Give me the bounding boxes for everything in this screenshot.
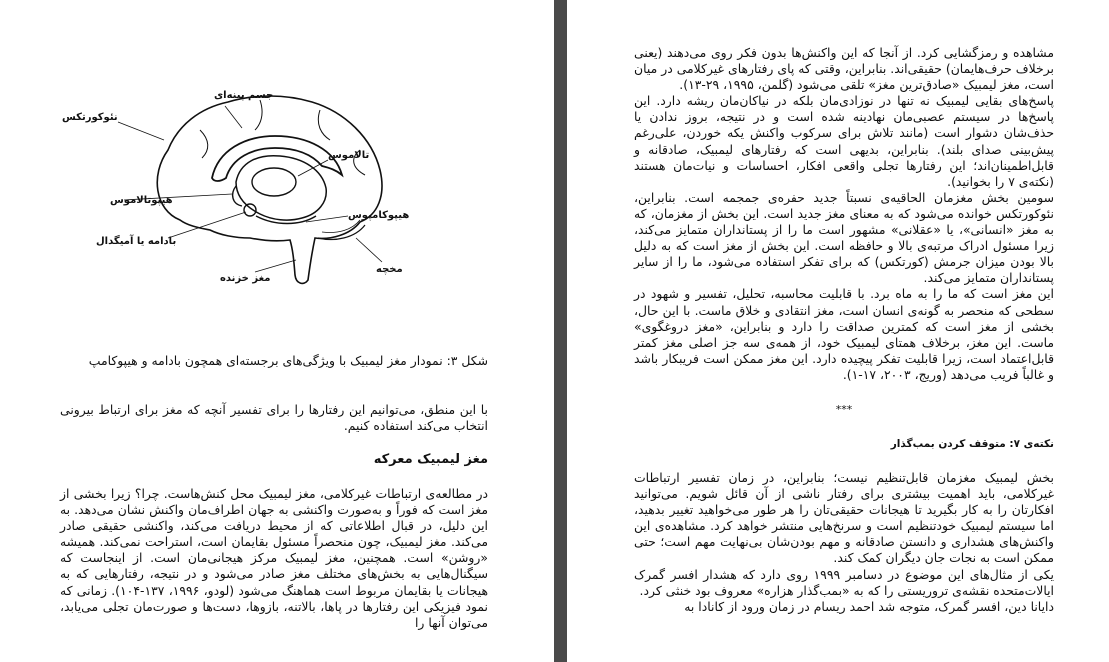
limbic-brain-diagram	[60, 70, 420, 300]
book-gutter	[554, 0, 567, 662]
limbic-ring	[236, 156, 326, 220]
figure-caption: شکل ۳: نمودار مغز لیمبیک با ویژگی‌های برجسته‌ای همچون بادامه و هیپوکامپ	[88, 353, 488, 368]
brain-outline	[157, 96, 382, 283]
label-hippocampus: هیپوکامپوس	[348, 210, 410, 221]
label-neocortex: نئوکورتکس	[62, 112, 118, 123]
tip-heading: نکته‌ی ۷: متوقف کردن بمب‌گذار	[890, 438, 1054, 450]
brain-illustration	[60, 70, 420, 300]
paragraph: سومین بخش مغزمان الحاقیه‌ی نسبتاً جدید حفره‌ی جمجمه است. بنابراین، نئوکورتکس خوانده می‌شود که به معنای مغز جدید است. این بخش از مغزمان، که به مغز «انسانی»، یا «عقلانی» مشهور است ما را از پستانداران متمایز می‌کند، زیرا مسئول ادراک مرتبه‌ی بالا و حافظه است. این بخش از مغز است که به دلیل بالا بودن میزان جرمش (کورتکس) که برای تفکر استفاده می‌شود، ما را از سایر پستانداران متمایز می‌کند.	[634, 189, 1054, 286]
label-hypothalamus: هیپوتالاموس	[110, 195, 173, 206]
intro-paragraph: با این منطق، می‌توانیم این رفتارها را برای تفسیر آنچه که مغز برای ارتباط بیرونی انتخاب می‌کند استفاده کنیم.	[60, 402, 488, 434]
label-cerebellum: مخچه	[376, 264, 403, 275]
section-separator: ***	[835, 403, 853, 416]
section-heading: مغز لیمبیک معرکه	[373, 452, 488, 467]
label-amygdala: بادامه یا آمیگدال	[96, 236, 177, 247]
right-body-first	[634, 45, 1054, 383]
paragraph: این مغز است که ما را به ماه برد. با قابلیت محاسبه، تحلیل، تفسیر و شهود در سطحی که منحصر به گونه‌ی انسان است، مغز انتقادی و خلاق ماست. با این حال، بخشی از مغز است که کمترین صداقت را دارد و بنابراین، «مغز دروغگوی» ماست. این مغز، برخلاف همتای لیمبیک خود، از همه‌ی سه جز اصلی مغز کمتر قابل‌اعتماد است، زیرا قابلیت تفکر پیچیده دارد. این مغز ممکن است فریبکار باشد و غالباً فریب می‌دهد (وریج، ۲۰۰۳، ۱۷-۱).	[634, 286, 1054, 382]
corpus-callosum	[212, 136, 342, 181]
thalamus	[252, 168, 296, 196]
paragraph: دایانا دین، افسر گمرک، متوجه شد احمد ریسام در زمان ورود از کانادا به	[684, 598, 1054, 614]
paragraph: مشاهده و رمزگشایی کرد. از آنجا که این واکنش‌ها بدون فکر روی می‌دهند (یعنی برخلاف حرف‌هایمان) حقیقی‌اند. بنابراین، وقتی که پای رفتارهای غیرکلامی در میان است، مغز لیمبیک «صادق‌ترین مغز» تلقی می‌شود (گلمن، ۱۹۹۵، ۲۹-۱۳).	[634, 45, 1054, 93]
paragraph: یکی از مثال‌های این موضوع در دسامبر ۱۹۹۹ روی دارد که هشدار افسر گمرک ایالات‌متحده نقشه‌ی تروریستی را که به «بمب‌گذار هزاره» معروف بود خنثی کرد.	[634, 566, 1054, 598]
paragraph: پاسخ‌های بقایی لیمبیک نه تنها در نوزادی‌مان بلکه در نیاکان‌مان ریشه دارد. این پاسخ‌ها در سیستم عصبی‌مان نهادینه شده است و در نتیجه، بروز ندادن یا حذف‌شان دشوار است (مانند تلاش برای سرکوب واکنش یکه خوردن، علی‌رغم پیش‌بینی صدای بلند). بنابراین، بدیهی است که رفتارهای لیمبیک، صادقانه و قابل‌اطمینان‌اند؛ این رفتارها تجلی واقعی افکار، احساسات و نیات‌مان هستند (نکته‌ی ۷ را بخوانید).	[634, 93, 1054, 189]
label-thalamus: تالاموس	[328, 150, 370, 161]
label-corpus-callosum: جسم پینه‌ای	[214, 90, 274, 101]
label-brainstem: مغز خزنده	[220, 273, 271, 284]
paragraph: بخش لیمبیک مغزمان قابل‌تنظیم نیست؛ بنابراین، در زمان تفسیر ارتباطات غیرکلامی، باید اهمیت بیشتری برای رفتار ناشی از آن قائل شویم. می‌توانید افکارتان را به کار بگیرید تا هیجانات حقیقی‌تان را هر طور می‌خواهید تغییر بدهید، اما سیستم لیمبیک خودتنظیم است و سرنخ‌هایی منتشر خواهد کرد. مشاهده‌ی این واکنش‌های هشداری و دانستن صادقانه و مهم بودن‌شان بی‌نهایت مهم است؛ حتی ممکن است به نجات جان دیگران کمک کند.	[634, 470, 1054, 566]
right-body-second	[634, 470, 1054, 615]
left-body-paragraph: در مطالعه‌ی ارتباطات غیرکلامی، مغز لیمبیک محل کنش‌هاست. چرا؟ زیرا بخشی از مغز است که فوراً و به‌صورت واکنشی به جهان اطراف‌مان واکنش نشان می‌دهد. به این دلیل، در قبال اطلاعاتی که از محیط دریافت می‌کند، واکنشی حقیقی صادر می‌کند. مغز لیمبیک، چون منحصراً مسئول بقایمان است، استراحت نمی‌کند. همیشه «روشن» است. همچنین، مغز لیمبیک مرکز هیجانی‌مان است. از اینجاست که سیگنال‌هایی به بخش‌های مختلف مغز صادر می‌شود و در نتیجه، رفتارهایی که به هیجانات یا بقایمان مربوط است هماهنگ می‌شود (لودو، ۱۹۹۶، ۱۳۷-۱۰۴). زمانی که نمود فیزیکی این رفتارها در پاها، بالاتنه، بازوها، دست‌ها و صورت‌مان تجلی می‌یابد، می‌توان آنها را	[60, 486, 488, 630]
